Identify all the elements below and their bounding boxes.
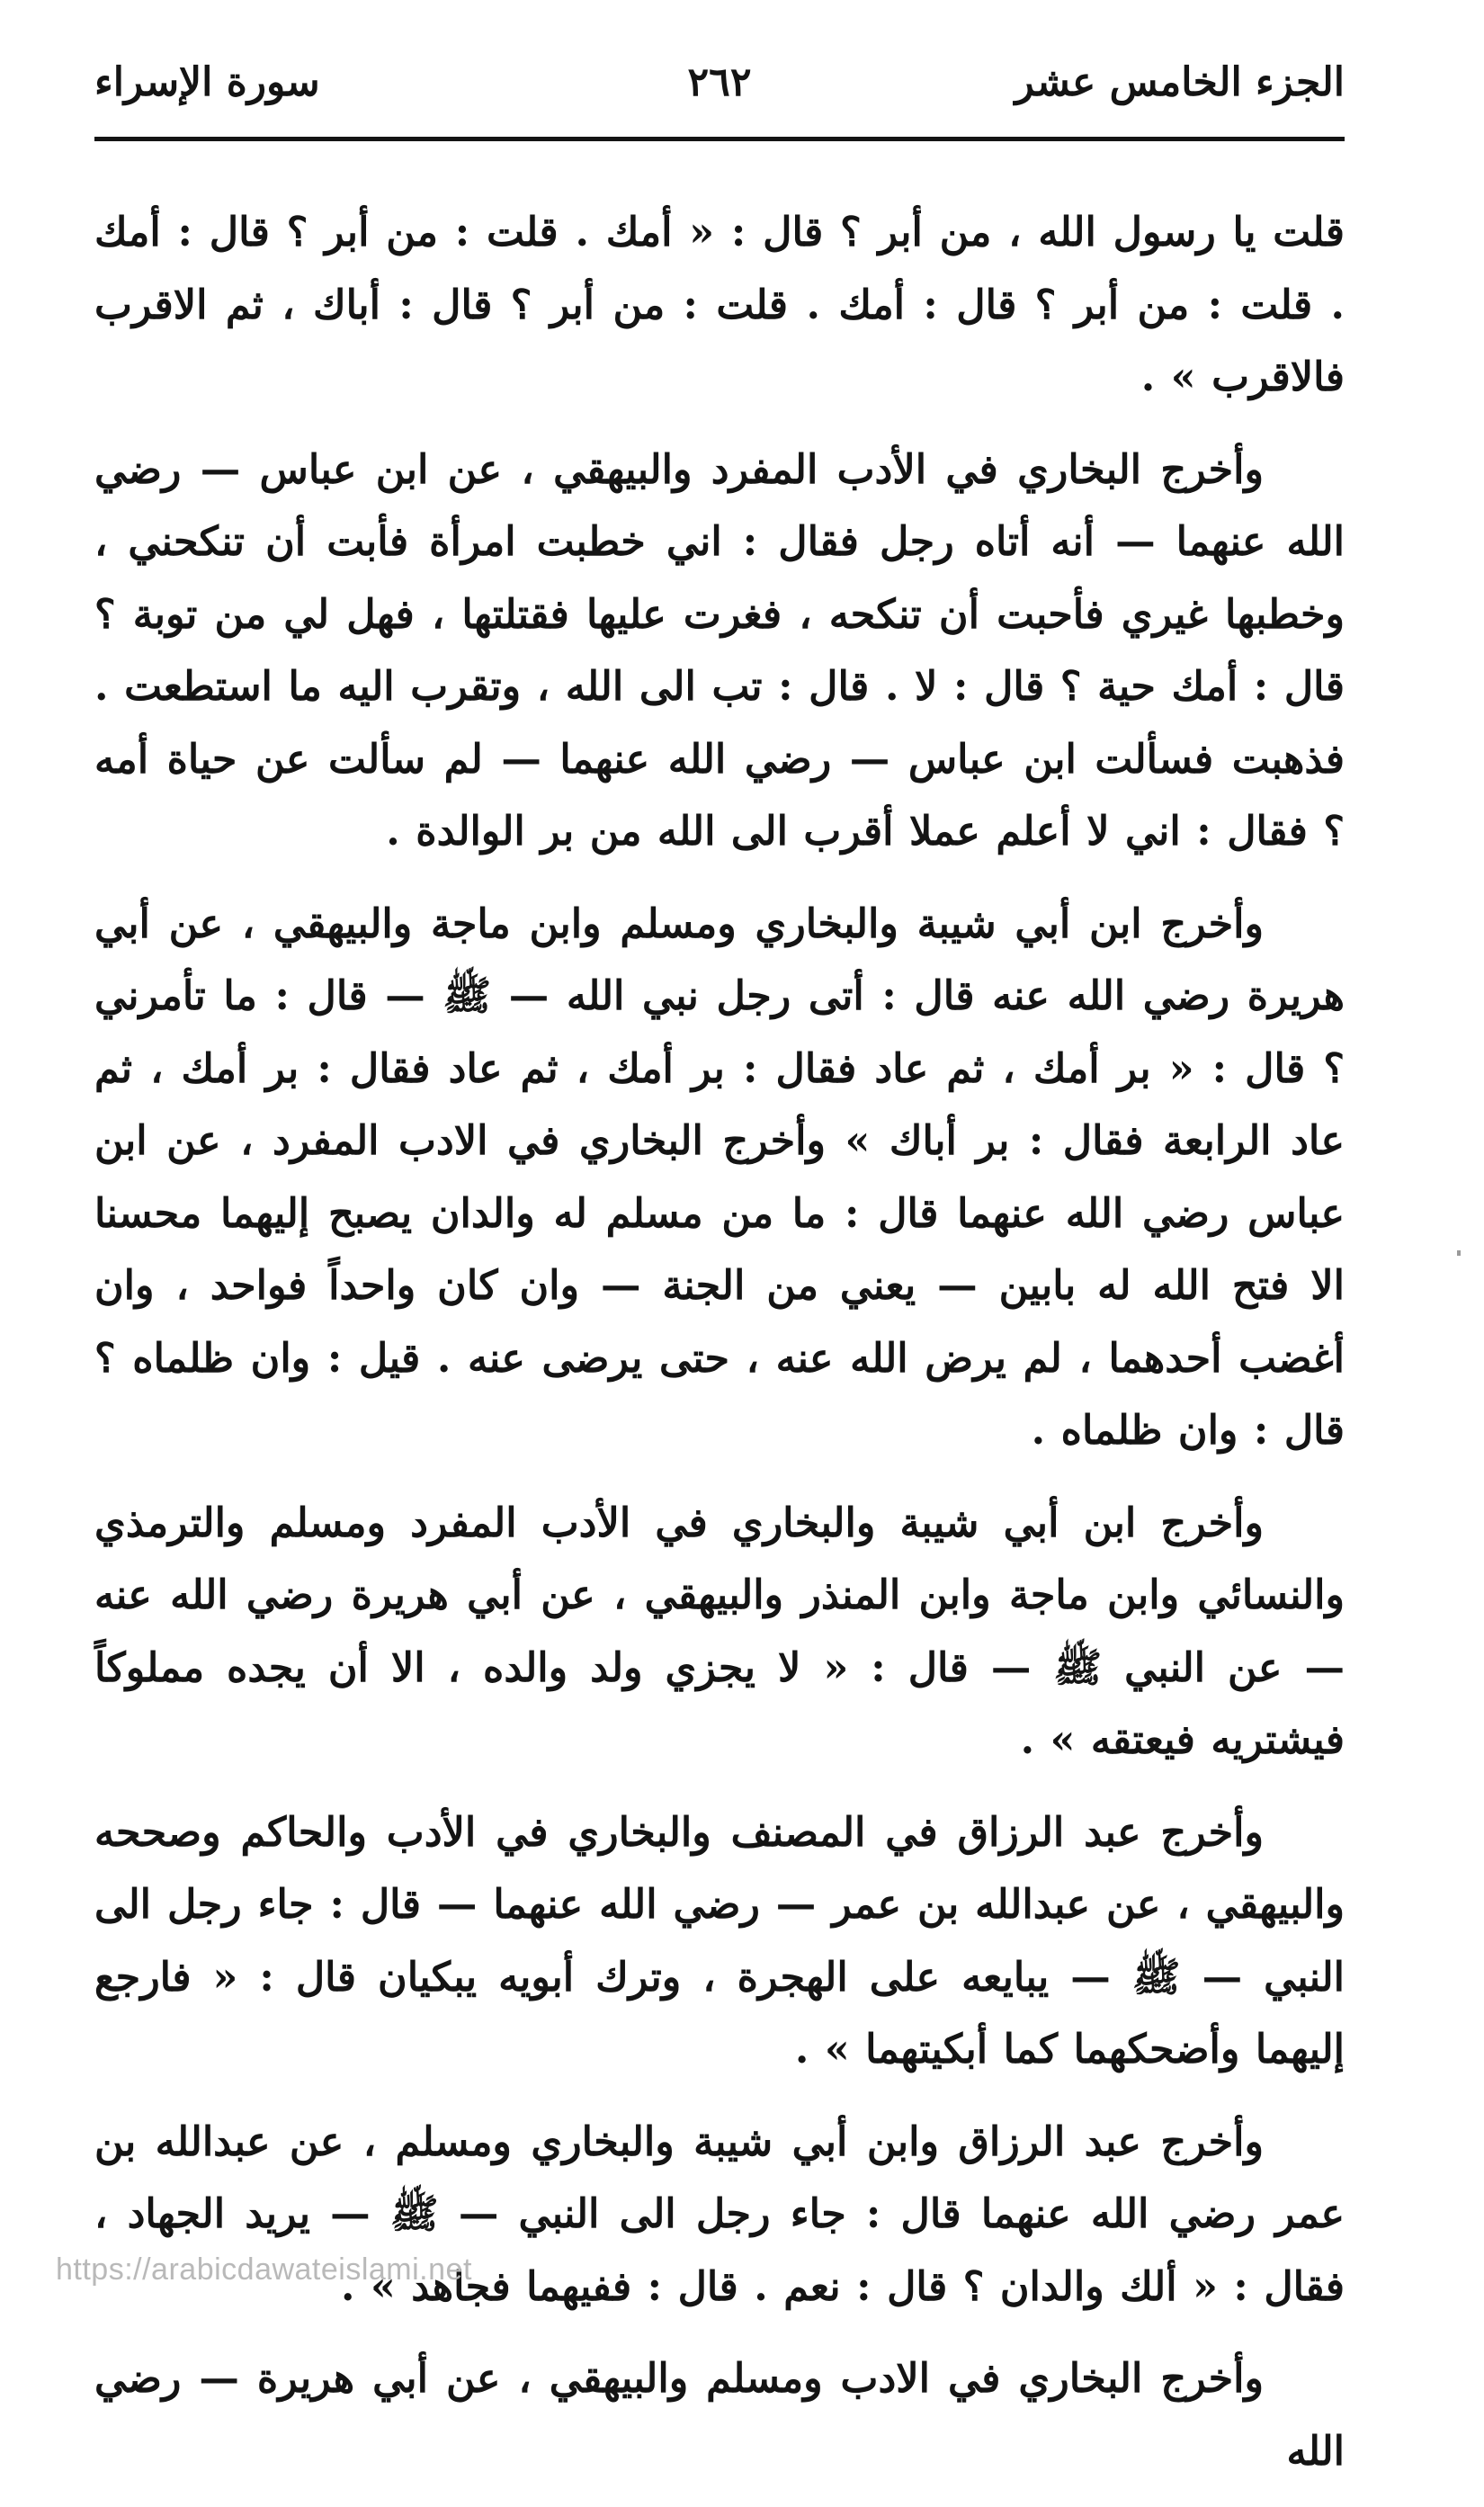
paragraph: قلت يا رسول الله ، من أبر ؟ قال : « أمك . قلت : من أبر ؟ قال : أمك . قلت : من أبر ؟ قال : أمك . قلت : من أبر ؟ قال : أباك ، ثم الاقرب فالاقرب » . (94, 209, 1345, 400)
surah-title: سورة الإسراء (94, 59, 320, 105)
scan-mark (1457, 1250, 1461, 1256)
paragraph: وأخرج البخاري في الأدب المفرد والبيهقي ، عن ابن عباس — رضي الله عنهما — أنه أتاه رجل فقال : اني خطبت امرأة فأبت أن تنكحني ، وخطبها غيري فأحبت أن تنكحه ، فغرت عليها فقتلتها ، فهل لي من توبة ؟ قال : أمك حية ؟ قال : لا . قال : تب الى الله ، وتقرب اليه ما استطعت . فذهبت فسألت ابن عباس — رضي الله عنهما — لم سألت عن حياة أمه ؟ فقال : اني لا أعلم عملا أقرب الى الله من بر الوالدة . (94, 445, 1345, 855)
paragraph: وأخرج ابن أبي شيبة والبخاري ومسلم وابن ماجة والبيهقي ، عن أبي هريرة رضي الله عنه قال : أتى رجل نبي الله — ﷺ — قال : ما تأمرني ؟ قال : « بر أمك ، ثم عاد فقال : بر أمك ، ثم عاد فقال : بر أمك ، ثم عاد الرابعة فقال : بر أباك » وأخرج البخاري في الادب المفرد ، عن ابن عباس رضي الله عنهما قال : ما من مسلم له والدان يصبح إليهما محسنا الا فتح الله له بابين — يعني من الجنة — وان كان واحداً فواحد ، وان أغضب أحدهما ، لم يرض الله عنه ، حتى يرضى عنه . قيل : وان ظلماه ؟ قال : وان ظلماه . (94, 900, 1345, 1454)
paragraph: وأخرج عبد الرزاق وابن أبي شيبة والبخاري ومسلم ، عن عبدالله بن عمر رضي الله عنهما قال : جاء رجل الى النبي — ﷺ — يريد الجهاد ، فقال : « ألك والدان ؟ قال : نعم . قال : ففيهما فجاهد » . (94, 2118, 1345, 2310)
page-number: ٢٦٢ (687, 59, 752, 105)
watermark-url: https://arabicdawateislami.net (56, 2252, 472, 2287)
page-body (94, 196, 1345, 2507)
paragraph: وأخرج عبد الرزاق في المصنف والبخاري في الأدب والحاكم وصححه والبيهقي ، عن عبدالله بن عمر — رضي الله عنهما — قال : جاء رجل الى النبي — ﷺ — يبايعه على الهجرة ، وترك أبويه يبكيان قال : « فارجع إليهما وأضحكهما كما أبكيتهما » . (94, 1808, 1345, 2073)
page-header (94, 43, 1345, 133)
volume-title: الجزء الخامس عشر (1015, 59, 1345, 105)
paragraph: وأخرج ابن أبي شيبة والبخاري في الأدب المفرد ومسلم والترمذي والنسائي وابن ماجة وابن المنذر والبيهقي ، عن أبي هريرة رضي الله عنه — عن النبي ﷺ — قال : « لا يجزي ولد والده ، الا أن يجده مملوكاً فيشتريه فيعتقه » . (94, 1499, 1345, 1763)
paragraph: وأخرج البخاري في الادب ومسلم والبيهقي ، عن أبي هريرة — رضي الله (94, 2355, 1345, 2475)
header-rule (94, 137, 1345, 141)
